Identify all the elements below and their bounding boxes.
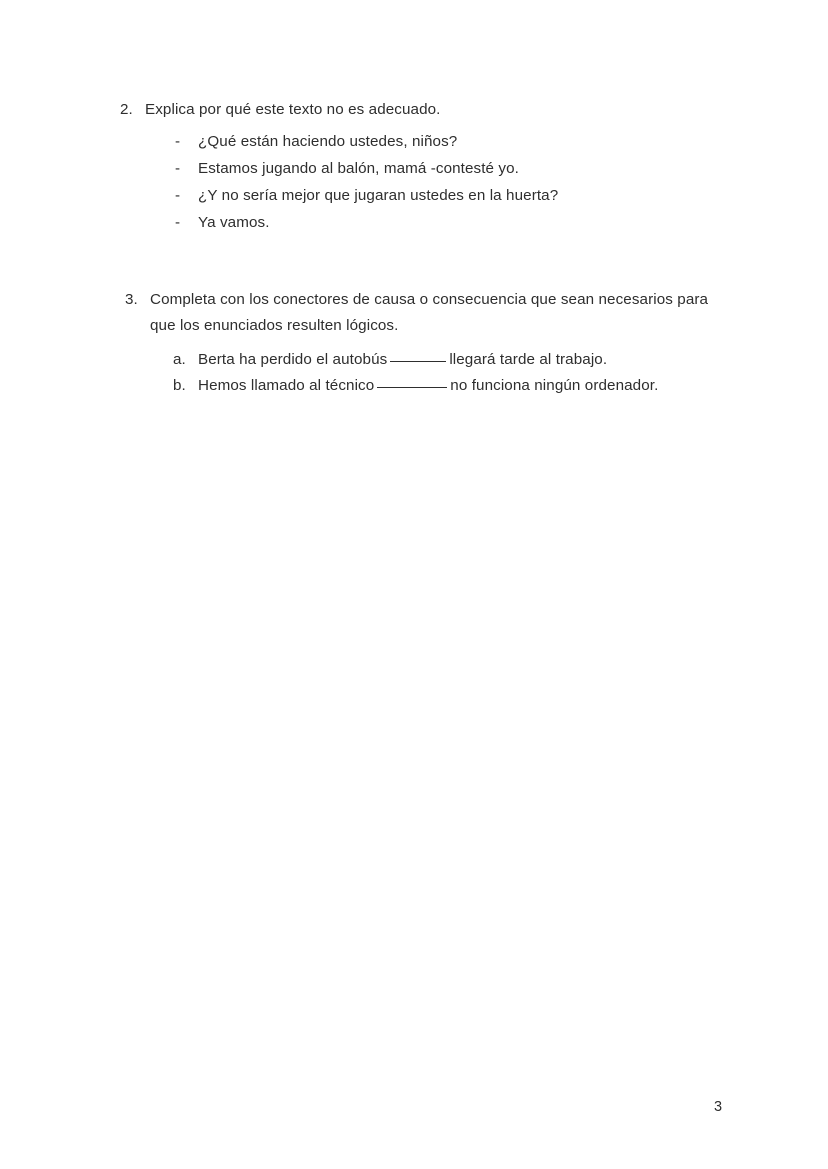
blank-field-b[interactable] bbox=[377, 387, 447, 388]
letter-marker: b. bbox=[173, 377, 186, 394]
blank-field-a[interactable] bbox=[390, 361, 446, 362]
dash-marker: - bbox=[175, 160, 181, 177]
list-item-label: ¿Qué están haciendo ustedes, niños? bbox=[198, 133, 458, 150]
list-item bbox=[173, 347, 825, 373]
sentence-text-before: Berta ha perdido el autobús bbox=[198, 351, 388, 368]
page-number: 3 bbox=[714, 1099, 723, 1115]
list-item-label: Ya vamos. bbox=[198, 214, 270, 231]
exercise-2-number: 2. bbox=[120, 101, 133, 118]
sentence-text-before: Hemos llamado al técnico bbox=[198, 377, 375, 394]
dash-marker: - bbox=[175, 187, 181, 204]
dash-marker: - bbox=[175, 214, 181, 231]
list-item bbox=[173, 373, 825, 399]
sentence-text-after: llegará tarde al trabajo. bbox=[449, 351, 608, 368]
fill-in-sentence bbox=[198, 347, 607, 373]
dash-marker: - bbox=[175, 133, 181, 150]
fill-in-sentence bbox=[198, 373, 658, 399]
exercise-item-3 bbox=[125, 287, 825, 399]
exercise-3-prompt: Completa con los conectores de causa o consecuencia que sean necesarios para que los enunciados resulten lógicos. bbox=[150, 291, 709, 334]
exercise-item-2 bbox=[120, 97, 820, 236]
list-item-label: Estamos jugando al balón, mamá -contesté yo. bbox=[198, 160, 519, 177]
exercise-2-prompt: Explica por qué este texto no es adecuado. bbox=[145, 101, 441, 118]
list-item bbox=[175, 128, 820, 155]
exercise-3-number: 3. bbox=[125, 291, 138, 308]
exercise-3-heading bbox=[125, 287, 825, 339]
sentence-text-after: no funciona ningún ordenador. bbox=[450, 377, 659, 394]
exercise-2-heading bbox=[120, 97, 820, 123]
exercise-3-sentence-list bbox=[173, 347, 825, 399]
letter-marker: a. bbox=[173, 351, 186, 368]
list-item bbox=[175, 182, 820, 209]
exercise-2-dialogue-list bbox=[175, 128, 820, 236]
list-item-label: ¿Y no sería mejor que jugaran ustedes en la huerta? bbox=[198, 187, 559, 204]
list-item bbox=[175, 209, 820, 236]
list-item bbox=[175, 155, 820, 182]
